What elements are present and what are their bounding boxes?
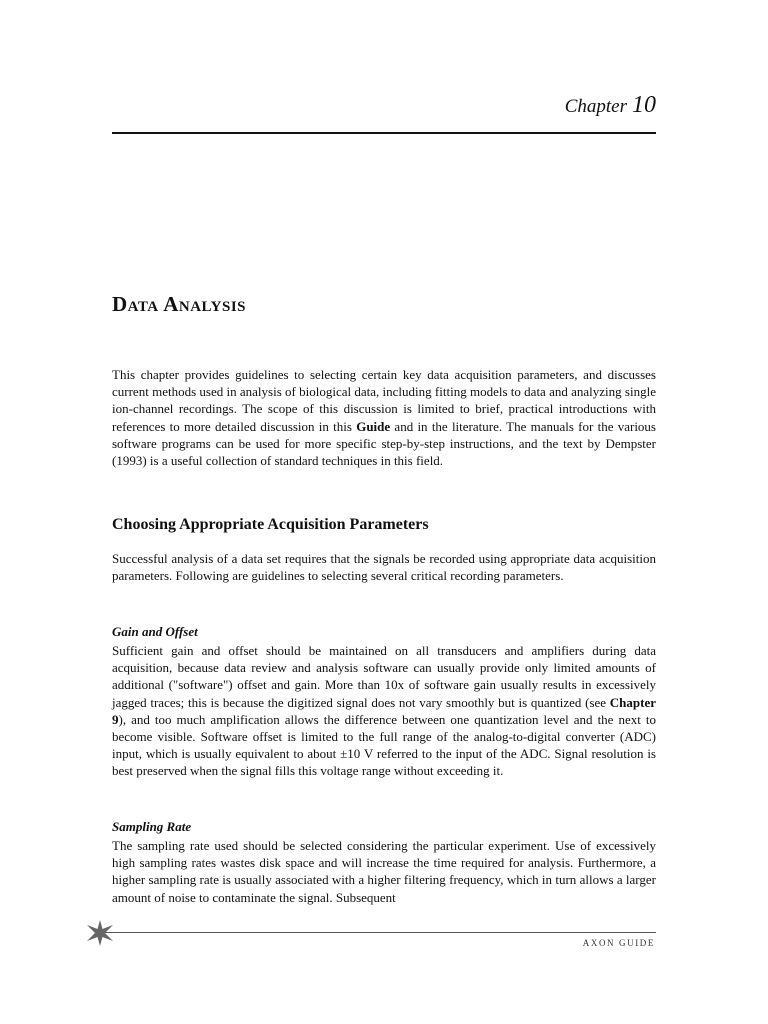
header-rule [112,132,656,134]
footer-rule [96,932,656,933]
footer-label: AXON GUIDE [582,938,655,948]
chapter-label: Chapter [564,96,627,117]
chapter-header [565,92,656,119]
sampling-rate-heading: Sampling Rate [112,819,192,834]
chapter-number: 10 [632,92,656,118]
section-paragraph: Successful analysis of a data set requires that the signals be recorded using appropriate data acquisition parameters. Following are guidelines to selecting several critical recording parameters. [112,551,656,584]
chapter-reference: Chapter 9 [112,694,656,727]
gain-offset-heading: Gain and Offset [112,624,198,639]
intro-paragraph: This chapter provides guidelines to selecting certain key data acquisition parameters, and discusses current methods used in analysis of biological data, including fitting models to data and analyzing single ion-channel recordings. The scope of this discussion is limited to brief, practical introductions with references to more detailed discussion in this Guide and in the literature. The manuals for the various software programs can be used for more specific step-by-step instructions, and the text by Dempster (1993) is a useful collection of standard techniques in this field. [112,367,656,469]
chapter-title: Data Analysis [112,292,247,316]
section-heading: Choosing Appropriate Acquisition Parameters [112,516,429,533]
sampling-rate-paragraph: The sampling rate used should be selected considering the particular experiment. Use of excessively high sampling rates wastes disk space and will increase the time required for analysis. Furthermore, a higher sampling rate is usually associated with a higher filtering frequency, which in turn allows a larger amount of noise to contaminate the signal. Subsequent [112,838,656,905]
guide-emphasis: Guide [356,418,391,434]
gain-offset-paragraph: Sufficient gain and offset should be maintained on all transducers and amplifiers during data acquisition, because data review and analysis software can usually provide only limited amounts of additional ("software") offset and gain. More than 10x of software gain usually results in excessively jagged traces; this is because the digitized signal does not vary smoothly but is quantized (see Chapter 9), and too much amplification allows the difference between one quantization level and the next to become visible. Software offset is limited to the full range of the analog-to-digital converter (ADC) input, which is usually equivalent to about ±10 V referred to the input of the ADC. Signal resolution is best preserved when the signal fills this voltage range without exceeding it. [112,643,656,779]
star-ornament-icon [86,919,114,947]
